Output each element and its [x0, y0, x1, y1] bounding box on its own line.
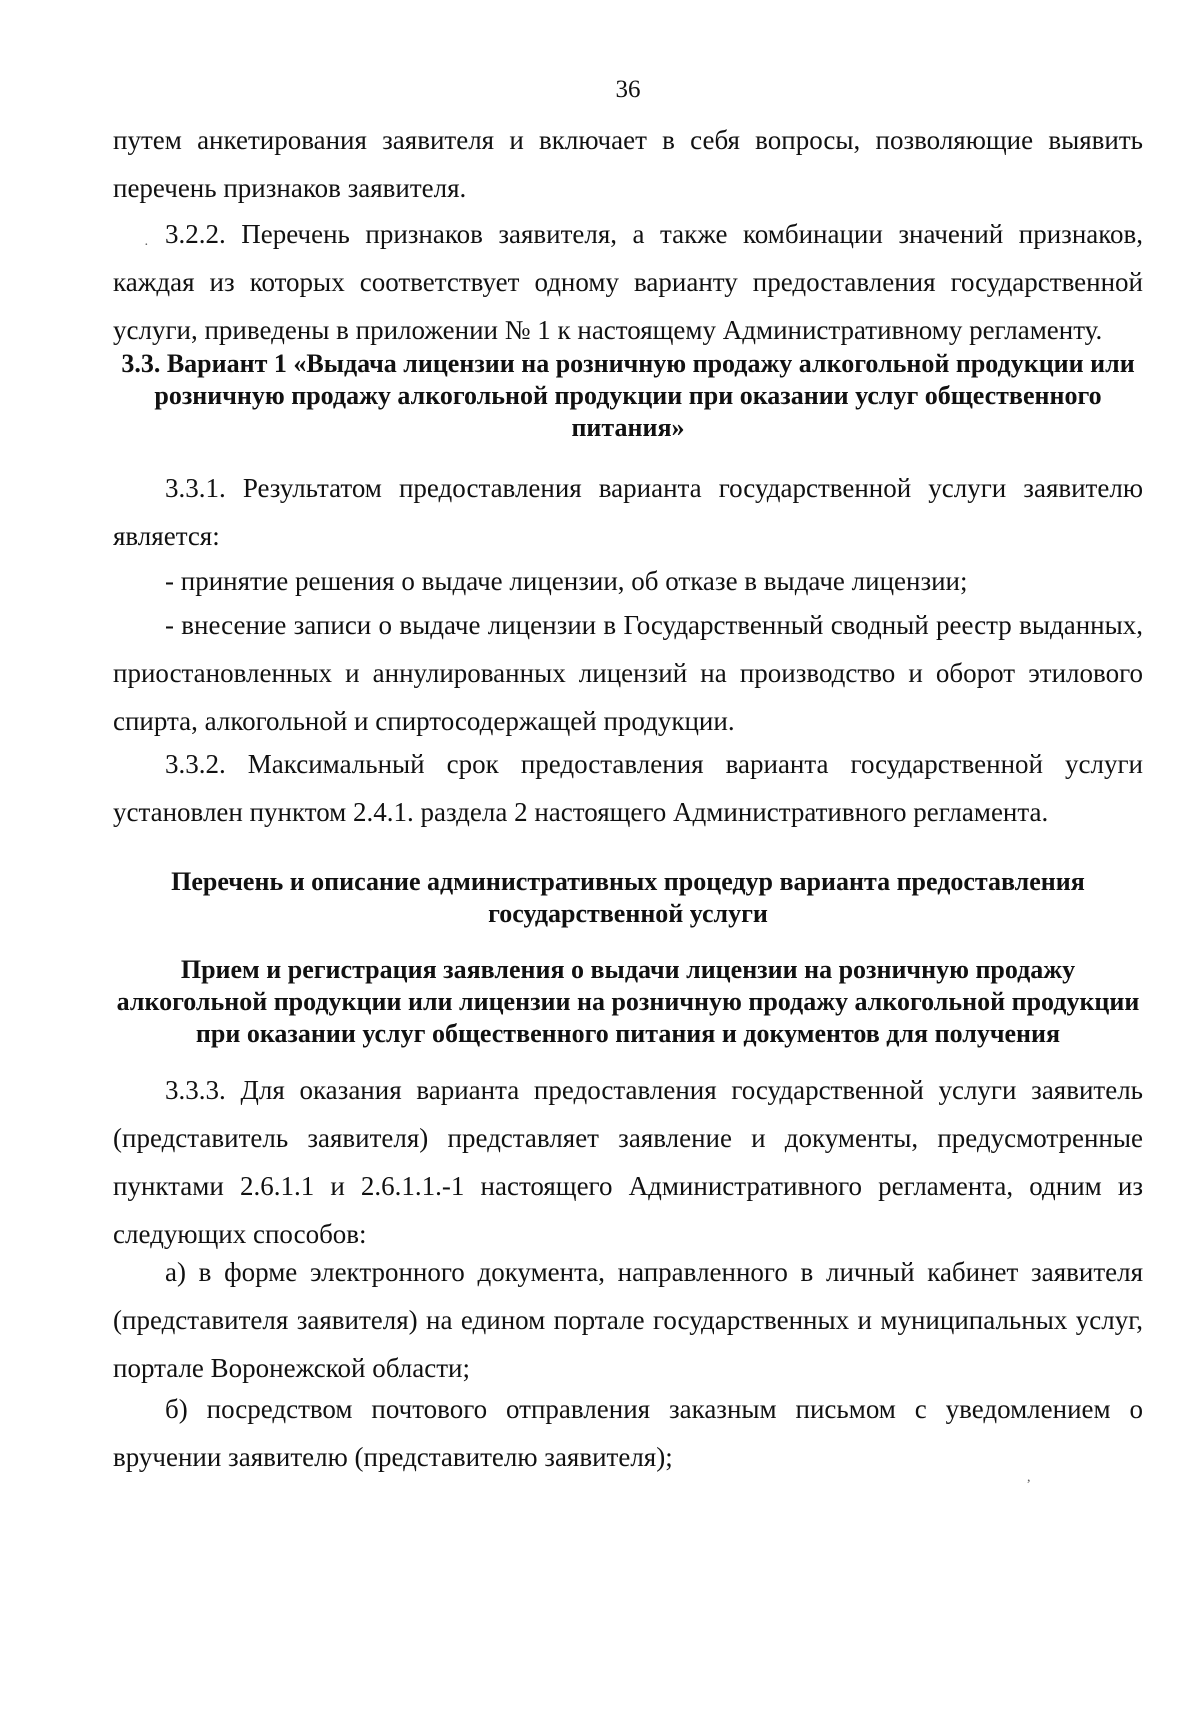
scan-speck: ,	[1027, 1470, 1031, 1485]
list-item-postal: б) посредством почтового отправления заказным письмом с уведомлением о вручении заявителю (представителю заявителя);	[113, 1394, 1143, 1472]
list-item-electronic: а) в форме электронного документа, направленного в личный кабинет заявителя (представителя заявителя) на едином портале государственных и муниципальных услуг, портале Воронежской области;	[113, 1257, 1143, 1383]
list-item-decision: - принятие решения о выдаче лицензии, об отказе в выдаче лицензии;	[165, 566, 968, 596]
paragraph-intro: путем анкетирования заявителя и включает в себя вопросы, позволяющие выявить перечень признаков заявителя.	[113, 125, 1143, 203]
paragraph-3-3-3: 3.3.3. Для оказания варианта предоставления государственной услуги заявитель (представитель заявителя) представляет заявление и документы, предусмотренные пунктами 2.6.1.1 и 2.6.1.1.-1 настоящего Административного регламента, одним из следующих способов:	[113, 1075, 1143, 1249]
paragraph-3-3-1: 3.3.1. Результатом предоставления варианта государственной услуги заявителю является:	[113, 473, 1143, 551]
page-number: 36	[615, 76, 641, 103]
paragraph-3-2-2: 3.2.2. Перечень признаков заявителя, а также комбинации значений признаков, каждая из которых соответствует одному варианту предоставления государственной услуги, приведены в приложении № 1 к настоящему Административному регламенту.	[113, 219, 1143, 345]
section-heading-procedures: Перечень и описание административных процедур варианта предоставления государственной услуги	[171, 867, 1085, 928]
section-heading-3-3: 3.3. Вариант 1 «Выдача лицензии на розничную продажу алкогольной продукции или розничную продажу алкогольной продукции при оказании услуг общественного питания»	[121, 349, 1135, 442]
section-heading-application-intake: Прием и регистрация заявления о выдачи лицензии на розничную продажу алкогольной продукции или лицензии на розничную продажу алкогольной продукции при оказании услуг общественного питания и документов для получения	[116, 955, 1140, 1048]
list-item-registry-entry: - внесение записи о выдаче лицензии в Государственный сводный реестр выданных, приостановленных и аннулированных лицензий на производство и оборот этилового спирта, алкогольной и спиртосодержащей продукции.	[113, 610, 1143, 736]
paragraph-3-3-2: 3.3.2. Максимальный срок предоставления варианта государственной услуги установлен пунктом 2.4.1. раздела 2 настоящего Административного регламента.	[113, 749, 1143, 827]
scan-speck: ·	[144, 238, 149, 253]
